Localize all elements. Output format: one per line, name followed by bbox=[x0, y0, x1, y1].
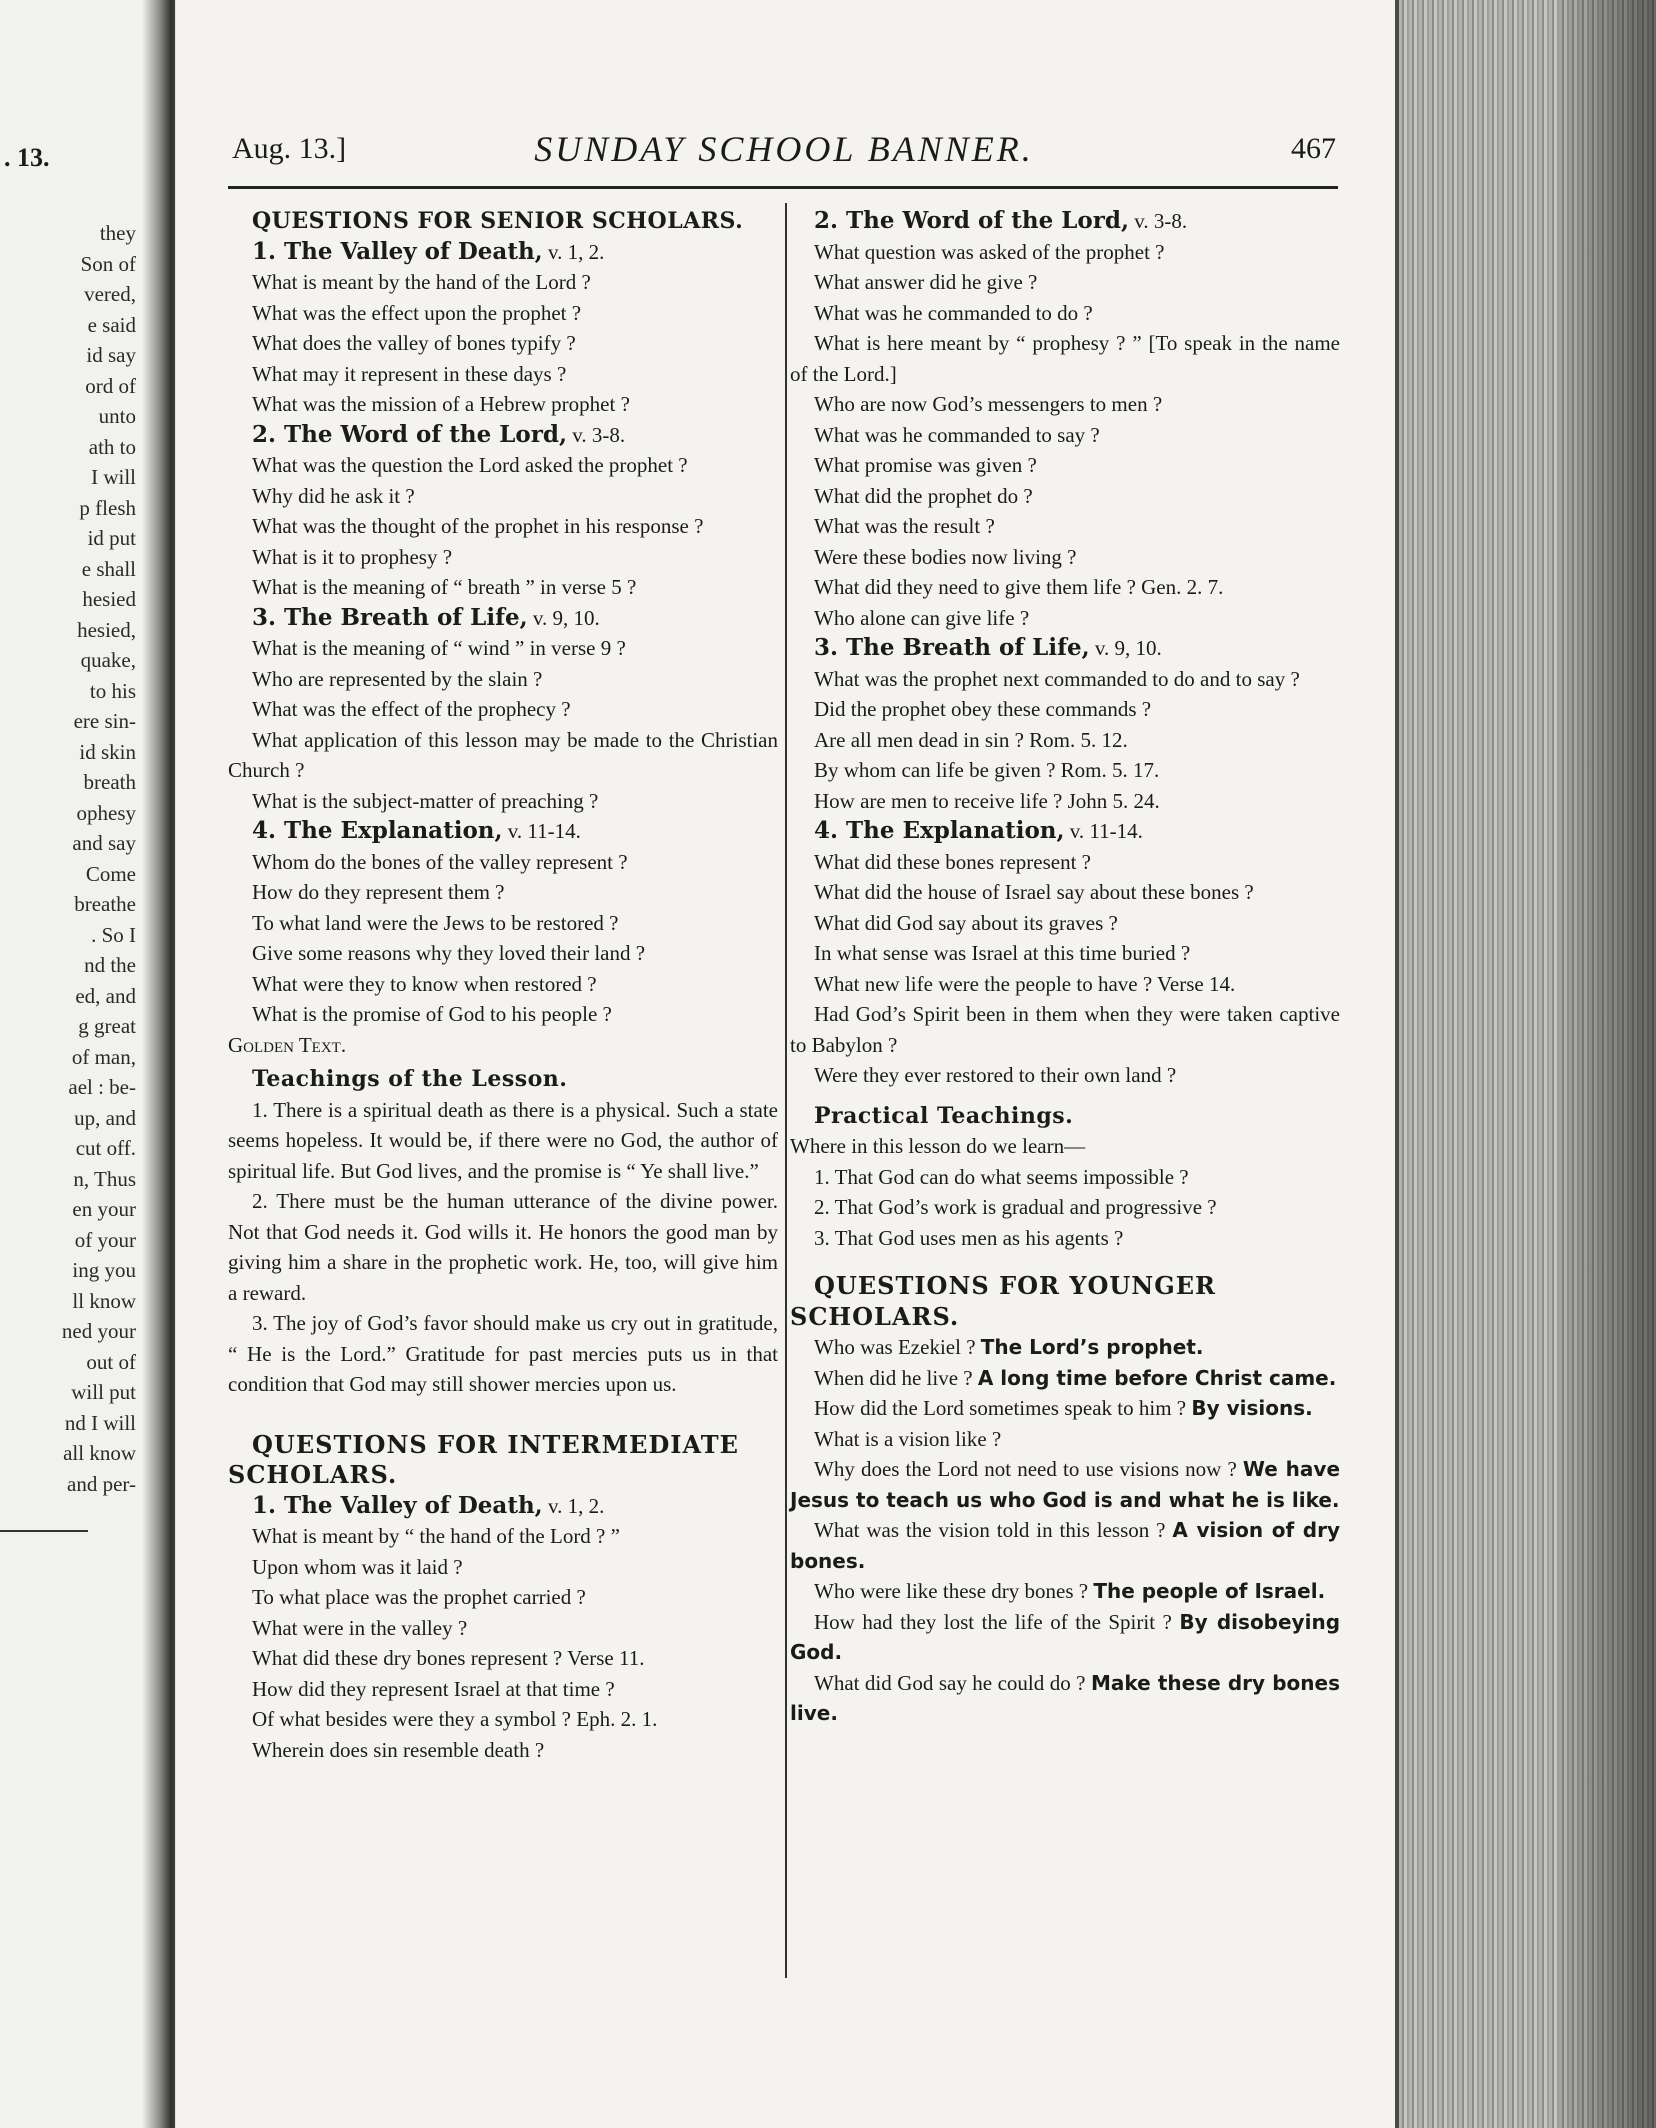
left-column bbox=[228, 206, 778, 1765]
previous-page-line: en your bbox=[72, 1197, 136, 1221]
question: What application of this lesson may be made to the Christian Church ? bbox=[228, 727, 778, 782]
previous-page-line: breath bbox=[83, 770, 136, 794]
previous-page-line: ophesy bbox=[76, 800, 136, 825]
question: What was the question the Lord asked the prophet ? bbox=[252, 453, 688, 477]
senior-section-1: 1. The Valley of Death, v. 1, 2. bbox=[252, 237, 605, 265]
question: Upon whom was it laid ? bbox=[252, 1554, 463, 1579]
question: What was the mission of a Hebrew prophet ? bbox=[252, 392, 630, 416]
question: Of what besides were they a symbol ? Eph. 2. 1. bbox=[252, 1707, 658, 1731]
question: Give some reasons why they loved their land ? bbox=[252, 941, 646, 965]
intermediate-section-2: 2. The Word of the Lord, v. 3-8. bbox=[814, 207, 1188, 234]
intermediate-s2-questions bbox=[790, 237, 1340, 634]
question: What was the effect upon the prophet ? bbox=[252, 300, 582, 325]
teachings-heading: Teachings of the Lesson. bbox=[252, 1066, 568, 1092]
page-number: 467 bbox=[1291, 132, 1336, 165]
intermediate-section-1: 1. The Valley of Death, v. 1, 2. bbox=[252, 1491, 605, 1519]
question: Were these bodies now living ? bbox=[814, 544, 1077, 569]
qa-item: What did God say he could do ? Make these dry bones live. bbox=[790, 1670, 1340, 1725]
intermediate-s1-questions bbox=[228, 1521, 778, 1765]
intermediate-section-4: 4. The Explanation, v. 11-14. bbox=[814, 817, 1143, 844]
previous-page-line: id say bbox=[86, 343, 136, 367]
question: What was he commanded to do ? bbox=[814, 300, 1093, 325]
question: What may it represent in these days ? bbox=[252, 361, 567, 386]
question: What answer did he give ? bbox=[814, 270, 1038, 294]
younger-questions bbox=[790, 1332, 1340, 1729]
question: What did they need to give them life ? Gen. 2. 7. bbox=[814, 575, 1224, 599]
question: What was the result ? bbox=[814, 514, 995, 538]
senior-s1-questions bbox=[228, 267, 778, 420]
previous-page-line: n, Thus bbox=[73, 1166, 136, 1191]
question: What did God say about its graves ? bbox=[814, 910, 1118, 935]
qa-item: What was the vision told in this lesson ? A vision of dry bones. bbox=[790, 1518, 1341, 1573]
previous-page-line: breathe bbox=[74, 892, 136, 916]
question: What did these bones represent ? bbox=[814, 849, 1091, 874]
question: Were they ever restored to their own land ? bbox=[814, 1063, 1177, 1087]
question: What is meant by “ the hand of the Lord ? ” bbox=[252, 1524, 620, 1548]
previous-page-line: e shall bbox=[81, 556, 136, 581]
previous-page-line: g great bbox=[78, 1014, 136, 1038]
previous-page-line: ll know bbox=[72, 1288, 136, 1313]
previous-page-edge bbox=[0, 0, 175, 2128]
teaching-paragraph: 1. There is a spiritual death as there is a physical. Such a state seems hopeless. It would be, if there were no God, the author of spiritual life. But God lives, and the promise is “ Ye shall live.” bbox=[228, 1097, 778, 1183]
previous-page-line: of man, bbox=[71, 1044, 136, 1069]
question: Had God’s Spirit been in them when they were taken captive to Babylon ? bbox=[790, 1002, 1340, 1057]
previous-page-rule bbox=[0, 1530, 88, 1532]
previous-page-line: id put bbox=[87, 526, 136, 550]
question: How do they represent them ? bbox=[252, 880, 505, 904]
qa-item: Who was Ezekiel ? The Lord’s prophet. bbox=[814, 1335, 1204, 1359]
qa-item: Why does the Lord not need to use visions now ? We have Jesus to teach us who God is and what he is like. bbox=[790, 1457, 1341, 1512]
qa-item: Who were like these dry bones ? The people of Israel. bbox=[814, 1579, 1326, 1603]
previous-page-number: . 13. bbox=[4, 143, 50, 172]
header-date: Aug. 13.] bbox=[232, 132, 347, 165]
previous-page-line: all know bbox=[63, 1441, 136, 1465]
question: What new life were the people to have ? Verse 14. bbox=[814, 971, 1236, 996]
intermediate-s3-questions bbox=[790, 664, 1340, 817]
previous-page-line: will put bbox=[71, 1380, 136, 1404]
question: Did the prophet obey these commands ? bbox=[814, 697, 1152, 721]
question: To what land were the Jews to be restored ? bbox=[252, 910, 619, 935]
younger-heading: QUESTIONS FOR YOUNGER SCHOLARS. bbox=[790, 1271, 1216, 1331]
previous-page-line: hesied, bbox=[77, 617, 136, 642]
qa-item: When did he live ? A long time before Christ came. bbox=[814, 1365, 1337, 1390]
previous-page-line: cut off. bbox=[75, 1136, 136, 1160]
question: Who are now God’s messengers to men ? bbox=[814, 392, 1163, 416]
intermediate-s4-questions bbox=[790, 847, 1340, 1091]
header-title: SUNDAY SCHOOL BANNER. bbox=[534, 129, 1034, 169]
question: Who alone can give life ? bbox=[814, 605, 1030, 630]
question: What were they to know when restored ? bbox=[252, 971, 597, 996]
question: Why did he ask it ? bbox=[252, 483, 415, 508]
previous-page-line: . So I bbox=[91, 922, 136, 947]
previous-page-line: I will bbox=[91, 465, 136, 489]
question: In what sense was Israel at this time buried ? bbox=[814, 941, 1191, 965]
question: What was the effect of the prophecy ? bbox=[252, 697, 571, 721]
practical-item: 2. That God’s work is gradual and progressive ? bbox=[814, 1195, 1217, 1219]
senior-section-3: 3. The Breath of Life, v. 9, 10. bbox=[252, 603, 600, 631]
question: What did these dry bones represent ? Verse 11. bbox=[252, 1646, 645, 1670]
book-gutter bbox=[142, 0, 172, 2128]
practical-intro: Where in this lesson do we learn— bbox=[790, 1134, 1086, 1158]
previous-page-line: e said bbox=[87, 312, 136, 337]
question: How did they represent Israel at that time ? bbox=[252, 1676, 615, 1701]
question: What is here meant by “ prophesy ? ” [To speak in the name of the Lord.] bbox=[790, 331, 1340, 386]
previous-page-line: they bbox=[99, 221, 136, 245]
practical-heading: Practical Teachings. bbox=[814, 1102, 1074, 1129]
header-rule bbox=[228, 186, 1338, 189]
previous-page-line: quake, bbox=[80, 648, 136, 672]
senior-section-2: 2. The Word of the Lord, v. 3-8. bbox=[252, 420, 626, 448]
right-column bbox=[790, 206, 1340, 1729]
previous-page-line: and say bbox=[72, 831, 136, 855]
question: What is the meaning of “ breath ” in verse 5 ? bbox=[252, 575, 637, 599]
question: What is the meaning of “ wind ” in verse 9 ? bbox=[252, 636, 626, 660]
question: What was the prophet next commanded to do and to say ? bbox=[814, 666, 1300, 691]
question: What question was asked of the prophet ? bbox=[814, 239, 1165, 264]
teaching-paragraph: 3. The joy of God’s favor should make us cry out in gratitude, “ He is the Lord.” Gratitude for past mercies puts us in that condition that God may still shower mercies upon us. bbox=[228, 1311, 778, 1396]
golden-text-ref: Golden Text. bbox=[228, 1032, 347, 1057]
question: What was he commanded to say ? bbox=[814, 422, 1100, 447]
previous-page-line: out of bbox=[86, 1349, 136, 1374]
previous-page-line: nd the bbox=[84, 953, 136, 977]
previous-page-line: ed, and bbox=[75, 983, 136, 1008]
senior-s4-questions bbox=[228, 847, 778, 1061]
previous-page-line: to his bbox=[89, 678, 136, 703]
column-divider bbox=[785, 203, 787, 1978]
question: What does the valley of bones typify ? bbox=[252, 331, 576, 355]
question: What is it to prophesy ? bbox=[252, 544, 453, 569]
senior-section-4: 4. The Explanation, v. 11-14. bbox=[252, 817, 581, 844]
question: What is the subject-matter of preaching ? bbox=[252, 788, 599, 813]
previous-page-line: ath to bbox=[88, 434, 136, 459]
practical-item: 1. That God can do what seems impossible ? bbox=[814, 1164, 1189, 1189]
previous-page-line: unto bbox=[98, 404, 136, 428]
previous-page-line: ing you bbox=[72, 1258, 136, 1282]
question: What did the house of Israel say about these bones ? bbox=[814, 880, 1254, 904]
intermediate-section-3: 3. The Breath of Life, v. 9, 10. bbox=[814, 634, 1162, 661]
question: What promise was given ? bbox=[814, 453, 1037, 477]
qa-item: How did the Lord sometimes speak to him ? By visions. bbox=[814, 1396, 1313, 1420]
previous-page-line: nd I will bbox=[64, 1410, 136, 1435]
question: Are all men dead in sin ? Rom. 5. 12. bbox=[814, 727, 1128, 752]
question: Whom do the bones of the valley represent ? bbox=[252, 849, 628, 874]
previous-page-line: ere sin- bbox=[73, 709, 136, 733]
previous-page-line: of your bbox=[74, 1227, 136, 1252]
senior-s3-questions bbox=[228, 633, 778, 816]
question: How are men to receive life ? John 5. 24. bbox=[814, 788, 1160, 813]
previous-page-line: ord of bbox=[85, 373, 136, 398]
question: What did the prophet do ? bbox=[814, 483, 1033, 508]
previous-page-line: Son of bbox=[80, 251, 136, 276]
previous-page-line: p flesh bbox=[79, 495, 136, 520]
intermediate-heading: QUESTIONS FOR INTERMEDIATE SCHOLARS. bbox=[228, 1429, 739, 1489]
previous-page-line: id skin bbox=[79, 739, 136, 764]
book-page bbox=[176, 0, 1395, 2128]
previous-page-line: up, and bbox=[74, 1105, 136, 1130]
previous-page-line: vered, bbox=[84, 282, 136, 306]
question: By whom can life be given ? Rom. 5. 17. bbox=[814, 758, 1160, 782]
senior-heading: QUESTIONS FOR SENIOR SCHOLARS. bbox=[252, 208, 744, 234]
question: What was the thought of the prophet in his response ? bbox=[252, 514, 704, 538]
previous-page-line: ael : be- bbox=[68, 1075, 136, 1099]
question: What were in the valley ? bbox=[252, 1615, 468, 1640]
qa-item: How had they lost the life of the Spirit ? By disobeying God. bbox=[790, 1609, 1341, 1664]
previous-page-line: and per- bbox=[67, 1471, 136, 1496]
previous-page-line: hesied bbox=[82, 587, 136, 611]
running-header bbox=[232, 128, 1336, 172]
question: To what place was the prophet carried ? bbox=[252, 1585, 586, 1609]
question: What is meant by the hand of the Lord ? bbox=[252, 270, 591, 294]
teaching-paragraph: 2. There must be the human utterance of the divine power. Not that God needs it. God wills it. He honors the good man by giving him a share in the prophetic work. He, too, will give him a reward. bbox=[228, 1189, 778, 1305]
question: Who are represented by the slain ? bbox=[252, 666, 543, 691]
senior-s2-questions bbox=[228, 450, 778, 603]
previous-page-line: ned your bbox=[61, 1319, 136, 1343]
qa-item: What is a vision like ? bbox=[814, 1426, 1002, 1451]
previous-page-line: Come bbox=[85, 861, 136, 886]
practical-item: 3. That God uses men as his agents ? bbox=[814, 1225, 1124, 1250]
book-page-edges bbox=[1395, 0, 1656, 2128]
question: What is the promise of God to his people ? bbox=[252, 1002, 612, 1026]
question: Wherein does sin resemble death ? bbox=[252, 1737, 545, 1762]
